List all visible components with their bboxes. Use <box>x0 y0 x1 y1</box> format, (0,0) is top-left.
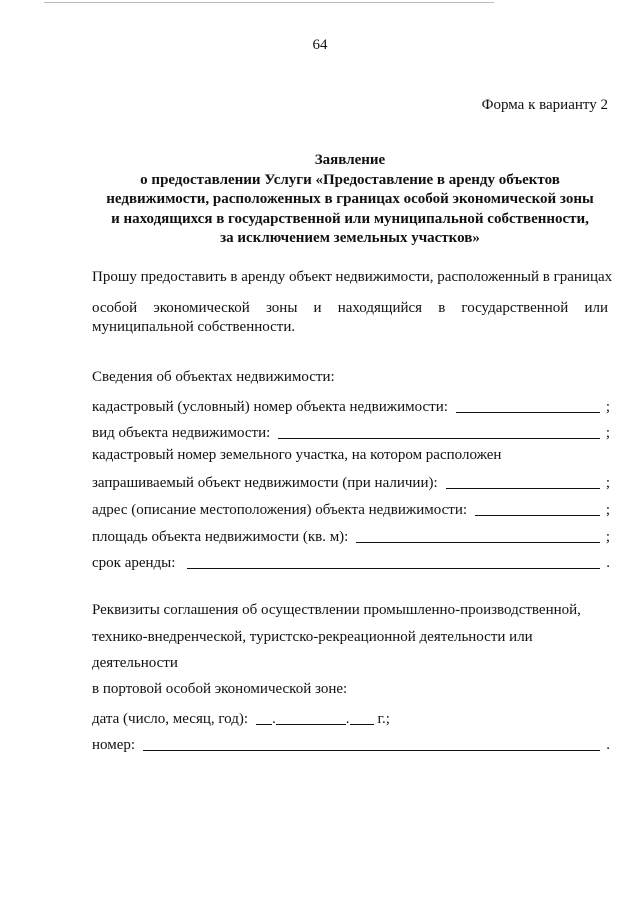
area-row <box>92 524 610 546</box>
object-type-field[interactable] <box>278 422 600 439</box>
address-field[interactable] <box>475 499 600 516</box>
semicolon: ; <box>605 425 610 441</box>
agreement-date-row <box>92 706 390 728</box>
land-plot-label-line-2: запрашиваемый объект недвижимости (при наличии): <box>92 475 438 491</box>
agreement-number-row <box>92 732 610 754</box>
form-label: Форма к варианту 2 <box>481 97 608 113</box>
cadastral-number-row <box>92 394 610 416</box>
object-type-row <box>92 420 610 442</box>
request-line-3: муниципальной собственности. <box>92 319 296 335</box>
date-day-field[interactable] <box>256 708 272 725</box>
address-label: адрес (описание местоположения) объекта недвижимости: <box>92 502 468 518</box>
date-dot: . <box>345 711 350 727</box>
title-line-5: за исключением земельных участков» <box>220 230 480 246</box>
period: . <box>606 737 610 753</box>
land-plot-row <box>92 470 610 492</box>
title-line-3: недвижимости, расположенных в границах особой экономической зоны <box>106 191 594 207</box>
title-line-4: и находящихся в государственной или муниципальной собственности, <box>111 210 589 227</box>
date-suffix: г.; <box>377 711 390 727</box>
title-line-1: Заявление <box>314 152 386 168</box>
lease-term-label: срок аренды: <box>92 555 176 571</box>
date-month-field[interactable] <box>276 708 346 725</box>
land-plot-label-line-1: кадастровый номер земельного участка, на котором расположен <box>92 447 502 463</box>
object-type-label: вид объекта недвижимости: <box>92 425 271 441</box>
semicolon: ; <box>605 502 610 518</box>
land-plot-field[interactable] <box>446 472 600 489</box>
semicolon: ; <box>605 529 610 545</box>
agreement-line-1: Реквизиты соглашения об осуществлении промышленно-производственной, <box>92 602 581 618</box>
request-line-2: особой экономической зоны и находящийся в государственной или <box>92 300 608 316</box>
area-label: площадь объекта недвижимости (кв. м): <box>92 529 349 545</box>
top-rule <box>44 2 494 3</box>
date-label: дата (число, месяц, год): <box>92 711 249 727</box>
semicolon: ; <box>605 399 610 415</box>
application-title <box>60 151 640 249</box>
agreement-number-field[interactable] <box>143 734 600 751</box>
title-line-2: о предоставлении Услуги «Предоставление в аренду объектов <box>140 171 560 188</box>
agreement-line-2: технико-внедренческой, туристско-рекреационной деятельности или <box>92 629 533 645</box>
number-label: номер: <box>92 737 136 753</box>
request-line-1: Прошу предоставить в аренду объект недвижимости, расположенный в границах <box>92 269 613 285</box>
semicolon: ; <box>605 475 610 491</box>
agreement-line-3: деятельности <box>92 655 178 671</box>
date-year-field[interactable] <box>350 708 374 725</box>
lease-term-row <box>92 550 610 572</box>
date-dot: . <box>272 711 276 727</box>
cadastral-number-label: кадастровый (условный) номер объекта недвижимости: <box>92 399 448 415</box>
cadastral-number-field[interactable] <box>456 396 600 413</box>
address-row <box>92 497 610 519</box>
period: . <box>606 555 610 571</box>
agreement-line-4: в портовой особой экономической зоне: <box>92 681 348 697</box>
page-number: 64 <box>312 37 328 53</box>
area-field[interactable] <box>356 526 599 543</box>
objects-heading: Сведения об объектах недвижимости: <box>92 369 335 385</box>
lease-term-field[interactable] <box>187 552 600 569</box>
